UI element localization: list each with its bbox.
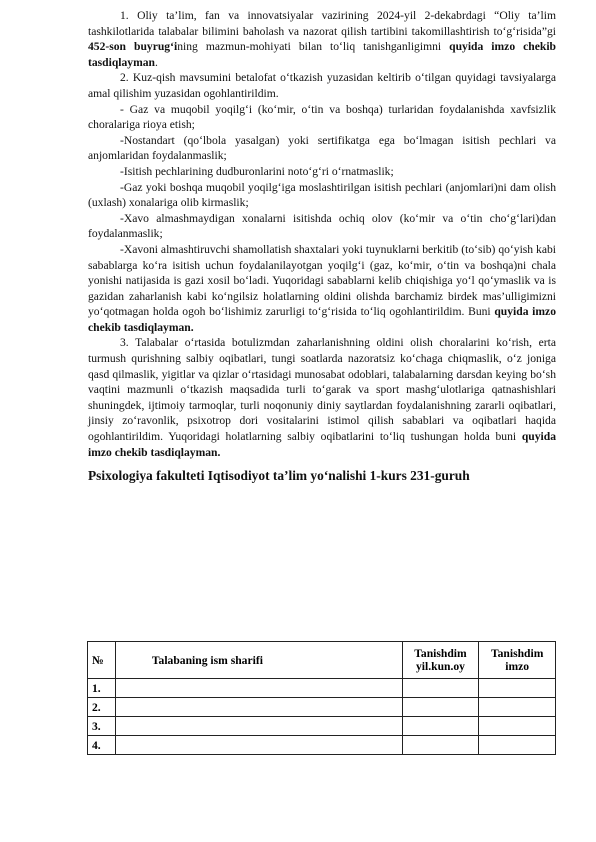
student-roster-table (87, 641, 556, 755)
paragraph-gas-safety: - Gaz va muqobil yoqilg‘i (ko‘mir, o‘tin va boshqa) turlaridan foydalanishda xavfsizlik choralariga rioya etish; (88, 102, 556, 132)
paragraph-text: . (155, 55, 158, 69)
paragraph-text: -Xavoni almashtiruvchi shamollatish shaxtalari yoki tuynuklarni berkitib (to‘sib) qo‘yish kabi sabablarga ko‘ra isitish uchun foydalanilayotgan yoqilg‘i (gaz, ko‘mir, o‘tin va boshqa)ni chala yonishi natijasida is gazi xosil bo‘ladi. Yuqoridagi sabablarni kelib chiqishiga yo‘l qo‘ymaslik va is gazidan zaharlanish kabi ko‘ngilsiz holatlarning oldini olishda barchamiz birdek mas’ulligimizni yo‘qotmagan holda ogoh bo‘lishimiz zarurligi to‘g‘risida to‘liq ogohlantirildim. Buni (88, 242, 556, 319)
paragraph-winter-season: 2. Kuz-qish mavsumini betalofat o‘tkazish yuzasidan keltirib o‘tilgan quyidagi tavsiyalarga amal qilishim yuzasidan ogohlantirildim. (88, 71, 556, 100)
table-row (88, 698, 556, 717)
order-number-bold: 452-son buyrug‘i (88, 40, 178, 54)
row-number: 3. (88, 717, 116, 736)
paragraph-botulism (88, 335, 556, 460)
student-name-cell[interactable] (115, 717, 402, 736)
signature-confirmation-bold: quyida imzo chekib tasdiqlayman (88, 40, 556, 69)
paragraph-order-452 (88, 8, 556, 70)
column-header-student-name: Talabaning ism sharifi (115, 642, 402, 679)
student-name-cell[interactable] (115, 736, 402, 755)
student-name-cell[interactable] (115, 698, 402, 717)
paragraph-chimneys: -Isitish pechlarining dudburonlarini noto‘g‘ri o‘rnatmaslik; (120, 164, 394, 178)
row-number: 1. (88, 679, 116, 698)
table-row (88, 736, 556, 755)
date-cell[interactable] (402, 679, 479, 698)
paragraph-ventilation (88, 242, 556, 336)
table-row (88, 679, 556, 698)
paragraph-nonstandard-stoves: -Nostandart (qo‘lbola yasalgan) yoki sertifikatga ega bo‘lmagan isitish pechlari va anjomlaridan foydalanmaslik; (88, 133, 556, 163)
column-header-number: № (88, 642, 116, 679)
paragraph-text: 3. Talabalar o‘rtasida botulizmdan zaharlanishning oldini olish choralarini ko‘rish, erta turmush qurishning salbiy oqibatlari, tungi soatlarda nazoratsiz ko‘chaga chiqmaslik, o‘z joniga qasd qilmaslik, yigitlar va qizlar o‘rtasidagi munosabat odoblari, talabalarning darsdan keying bo‘sh vaqtini mazmunli o‘tkazish maqsadida turli to‘garak va sport mashg‘ulotlariga qatnashishlari shuningdek, ijtimoiy tarmoqlar, turli noqonuniy diniy saytlardan foydalanishning zararli oqibatlari, jinsiy zo‘ravonlik, psixotrop dori vositalarini istimol qilish sabablari va oqibatlari haqida ogohlantirildim. Yuqoridagi holatlarning salbiy oqibatlarini to‘liq tushungan holda buni (88, 336, 556, 444)
student-name-cell[interactable] (115, 679, 402, 698)
date-cell[interactable] (402, 717, 479, 736)
table-row (88, 717, 556, 736)
signature-confirmation-bold: quyida imzo chekib tasdiqlayman. (88, 430, 556, 459)
row-number: 2. (88, 698, 116, 717)
row-number: 4. (88, 736, 116, 755)
signature-cell[interactable] (479, 698, 556, 717)
signature-cell[interactable] (479, 717, 556, 736)
signature-cell[interactable] (479, 736, 556, 755)
document-body (88, 8, 556, 486)
table-header-row (88, 642, 556, 679)
paragraph-text: 1. Oliy ta’lim, fan va innovatsiyalar vazirining 2024-yil 2-dekabrdagi “Oliy ta’lim tashkilotlarida talabalar bilimini baholash va nazorat qilish tartibini takomillashtirish to‘g‘risida”gi (88, 9, 556, 38)
date-cell[interactable] (402, 698, 479, 717)
signature-confirmation-bold: quyida imzo chekib tasdiqlayman. (88, 305, 556, 334)
column-header-signature: Tanishdim imzo (479, 642, 556, 679)
paragraph-open-fire: -Xavo almashmaydigan xonalarni isitishda ochiq olov (ko‘mir va o‘tin cho‘g‘lari)dan foydalanmaslik; (88, 211, 556, 241)
date-cell[interactable] (402, 736, 479, 755)
group-heading: Psixologiya fakulteti Iqtisodiyot ta’lim yo‘nalishi 1-kurs 231-guruh (88, 468, 470, 484)
signature-cell[interactable] (479, 679, 556, 698)
column-header-date: Tanishdim yil.kun.oy (402, 642, 479, 679)
paragraph-bedroom-stoves: -Gaz yoki boshqa muqobil yoqilg‘iga moslashtirilgan isitish pechlari (anjomlari)ni dam olish (uxlash) xonalariga olib kirmaslik; (88, 180, 556, 210)
paragraph-text: ning mazmun-mohiyati bilan to‘liq tanishganligimni (177, 40, 450, 54)
